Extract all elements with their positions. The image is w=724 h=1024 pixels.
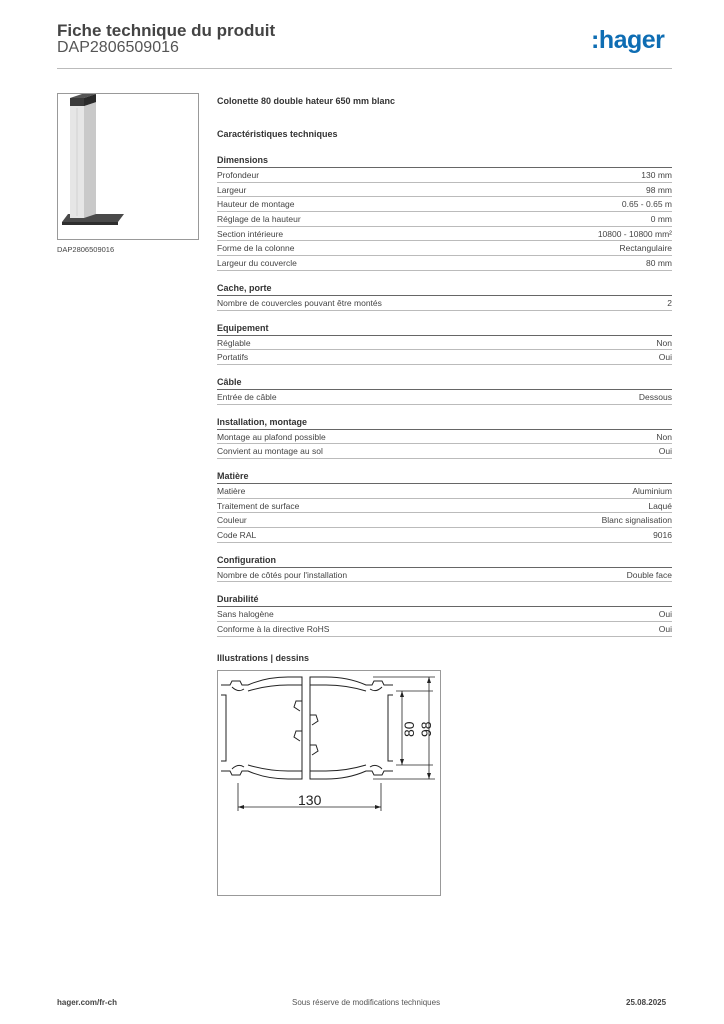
spec-row bbox=[217, 607, 672, 622]
spec-row bbox=[217, 568, 672, 583]
technical-drawing bbox=[217, 670, 441, 896]
product-image-caption: DAP2806509016 bbox=[57, 245, 115, 254]
technical-characteristics-heading: Caractéristiques techniques bbox=[217, 129, 338, 139]
spec-value: Oui bbox=[658, 446, 672, 457]
spec-value: Rectangulaire bbox=[619, 243, 672, 254]
spec-value: Oui bbox=[658, 609, 672, 620]
spec-value: 80 mm bbox=[646, 258, 672, 269]
spec-label: Convient au montage au sol bbox=[217, 446, 323, 457]
spec-row bbox=[217, 168, 672, 183]
spec-label: Hauteur de montage bbox=[217, 199, 295, 210]
spec-row bbox=[217, 484, 672, 499]
section-equipement bbox=[217, 323, 672, 365]
illustrations-heading: Illustrations | dessins bbox=[217, 653, 310, 663]
section-title: Durabilité bbox=[217, 594, 672, 607]
spec-row bbox=[217, 513, 672, 528]
spec-label: Section intérieure bbox=[217, 228, 284, 239]
spec-value: Double face bbox=[626, 569, 672, 580]
spec-row bbox=[217, 444, 672, 459]
spec-value: Non bbox=[656, 431, 672, 442]
section-title: Equipement bbox=[217, 323, 672, 336]
spec-value: Non bbox=[656, 337, 672, 348]
spec-label: Montage au plafond possible bbox=[217, 431, 326, 442]
footer-website[interactable]: hager.com/fr-ch bbox=[57, 998, 118, 1007]
document-title: Fiche technique du produit bbox=[57, 21, 276, 40]
spec-value: Oui bbox=[658, 624, 672, 635]
spec-row bbox=[217, 528, 672, 543]
dimension-inner-label: 80 bbox=[401, 721, 417, 737]
spec-label: Sans halogène bbox=[217, 609, 274, 620]
spec-label: Portatifs bbox=[217, 352, 249, 363]
spec-row bbox=[217, 350, 672, 365]
spec-value: 2 bbox=[667, 297, 672, 308]
spec-label: Largeur bbox=[217, 184, 247, 195]
spec-value: 98 mm bbox=[646, 184, 672, 195]
spec-row bbox=[217, 183, 672, 198]
spec-label: Conforme à la directive RoHS bbox=[217, 624, 330, 635]
section-title: Matière bbox=[217, 471, 672, 484]
hager-logo bbox=[591, 26, 664, 55]
spec-value: 10800 - 10800 mm² bbox=[597, 228, 672, 239]
spec-label: Matière bbox=[217, 485, 246, 496]
header-divider bbox=[57, 68, 672, 69]
section-title: Installation, montage bbox=[217, 417, 672, 430]
spec-row bbox=[217, 390, 672, 405]
product-name: Colonette 80 double hateur 650 mm blanc bbox=[217, 96, 396, 106]
spec-value: 9016 bbox=[653, 530, 672, 540]
spec-value: Oui bbox=[658, 352, 672, 363]
spec-label: Entrée de câble bbox=[217, 391, 277, 402]
footer-notice: Sous réserve de modifications techniques bbox=[292, 998, 441, 1007]
spec-row bbox=[217, 622, 672, 637]
spec-value: Laqué bbox=[648, 500, 672, 511]
section-cache-porte bbox=[217, 283, 672, 311]
specifications-column bbox=[217, 96, 672, 637]
logo-colon: : bbox=[591, 26, 599, 54]
spec-value: 0 mm bbox=[650, 214, 672, 225]
spec-value: Aluminium bbox=[632, 485, 672, 496]
spec-label: Forme de la colonne bbox=[217, 243, 295, 254]
section-title: Câble bbox=[217, 377, 672, 390]
spec-row bbox=[217, 197, 672, 212]
spec-row bbox=[217, 499, 672, 514]
spec-row bbox=[217, 227, 672, 242]
spec-value: Blanc signalisation bbox=[601, 515, 672, 526]
spec-value: 0.65 - 0.65 m bbox=[621, 199, 672, 210]
spec-row bbox=[217, 256, 672, 271]
section-cable bbox=[217, 377, 672, 405]
spec-row bbox=[217, 336, 672, 351]
spec-row bbox=[217, 212, 672, 227]
product-image bbox=[57, 93, 199, 240]
spec-row bbox=[217, 430, 672, 445]
logo-text: hager bbox=[598, 26, 665, 54]
section-configuration bbox=[217, 555, 672, 583]
spec-label: Traitement de surface bbox=[217, 500, 300, 511]
section-dimensions bbox=[217, 155, 672, 271]
dimension-outer-label: 98 bbox=[418, 721, 434, 737]
section-installation bbox=[217, 417, 672, 459]
product-reference: DAP2806509016 bbox=[57, 39, 179, 56]
section-matiere bbox=[217, 471, 672, 543]
spec-value: Dessous bbox=[638, 391, 672, 402]
footer-date: 25.08.2025 bbox=[626, 998, 667, 1007]
spec-row bbox=[217, 241, 672, 256]
spec-label: Nombre de côtés pour l'installation bbox=[217, 569, 348, 580]
spec-row bbox=[217, 296, 672, 311]
spec-value: 130 mm bbox=[641, 170, 672, 180]
spec-label: Couleur bbox=[217, 515, 247, 526]
section-title: Dimensions bbox=[217, 155, 672, 168]
spec-label: Réglage de la hauteur bbox=[217, 214, 301, 225]
spec-label: Largeur du couvercle bbox=[217, 258, 297, 269]
section-durabilite bbox=[217, 594, 672, 636]
spec-label: Code RAL bbox=[217, 530, 257, 540]
spec-label: Nombre de couvercles pouvant être montés bbox=[217, 297, 382, 308]
spec-label: Profondeur bbox=[217, 170, 260, 180]
dimension-width-label: 130 bbox=[298, 792, 322, 808]
section-title: Cache, porte bbox=[217, 283, 672, 296]
section-title: Configuration bbox=[217, 555, 672, 568]
spec-label: Réglable bbox=[217, 337, 251, 348]
